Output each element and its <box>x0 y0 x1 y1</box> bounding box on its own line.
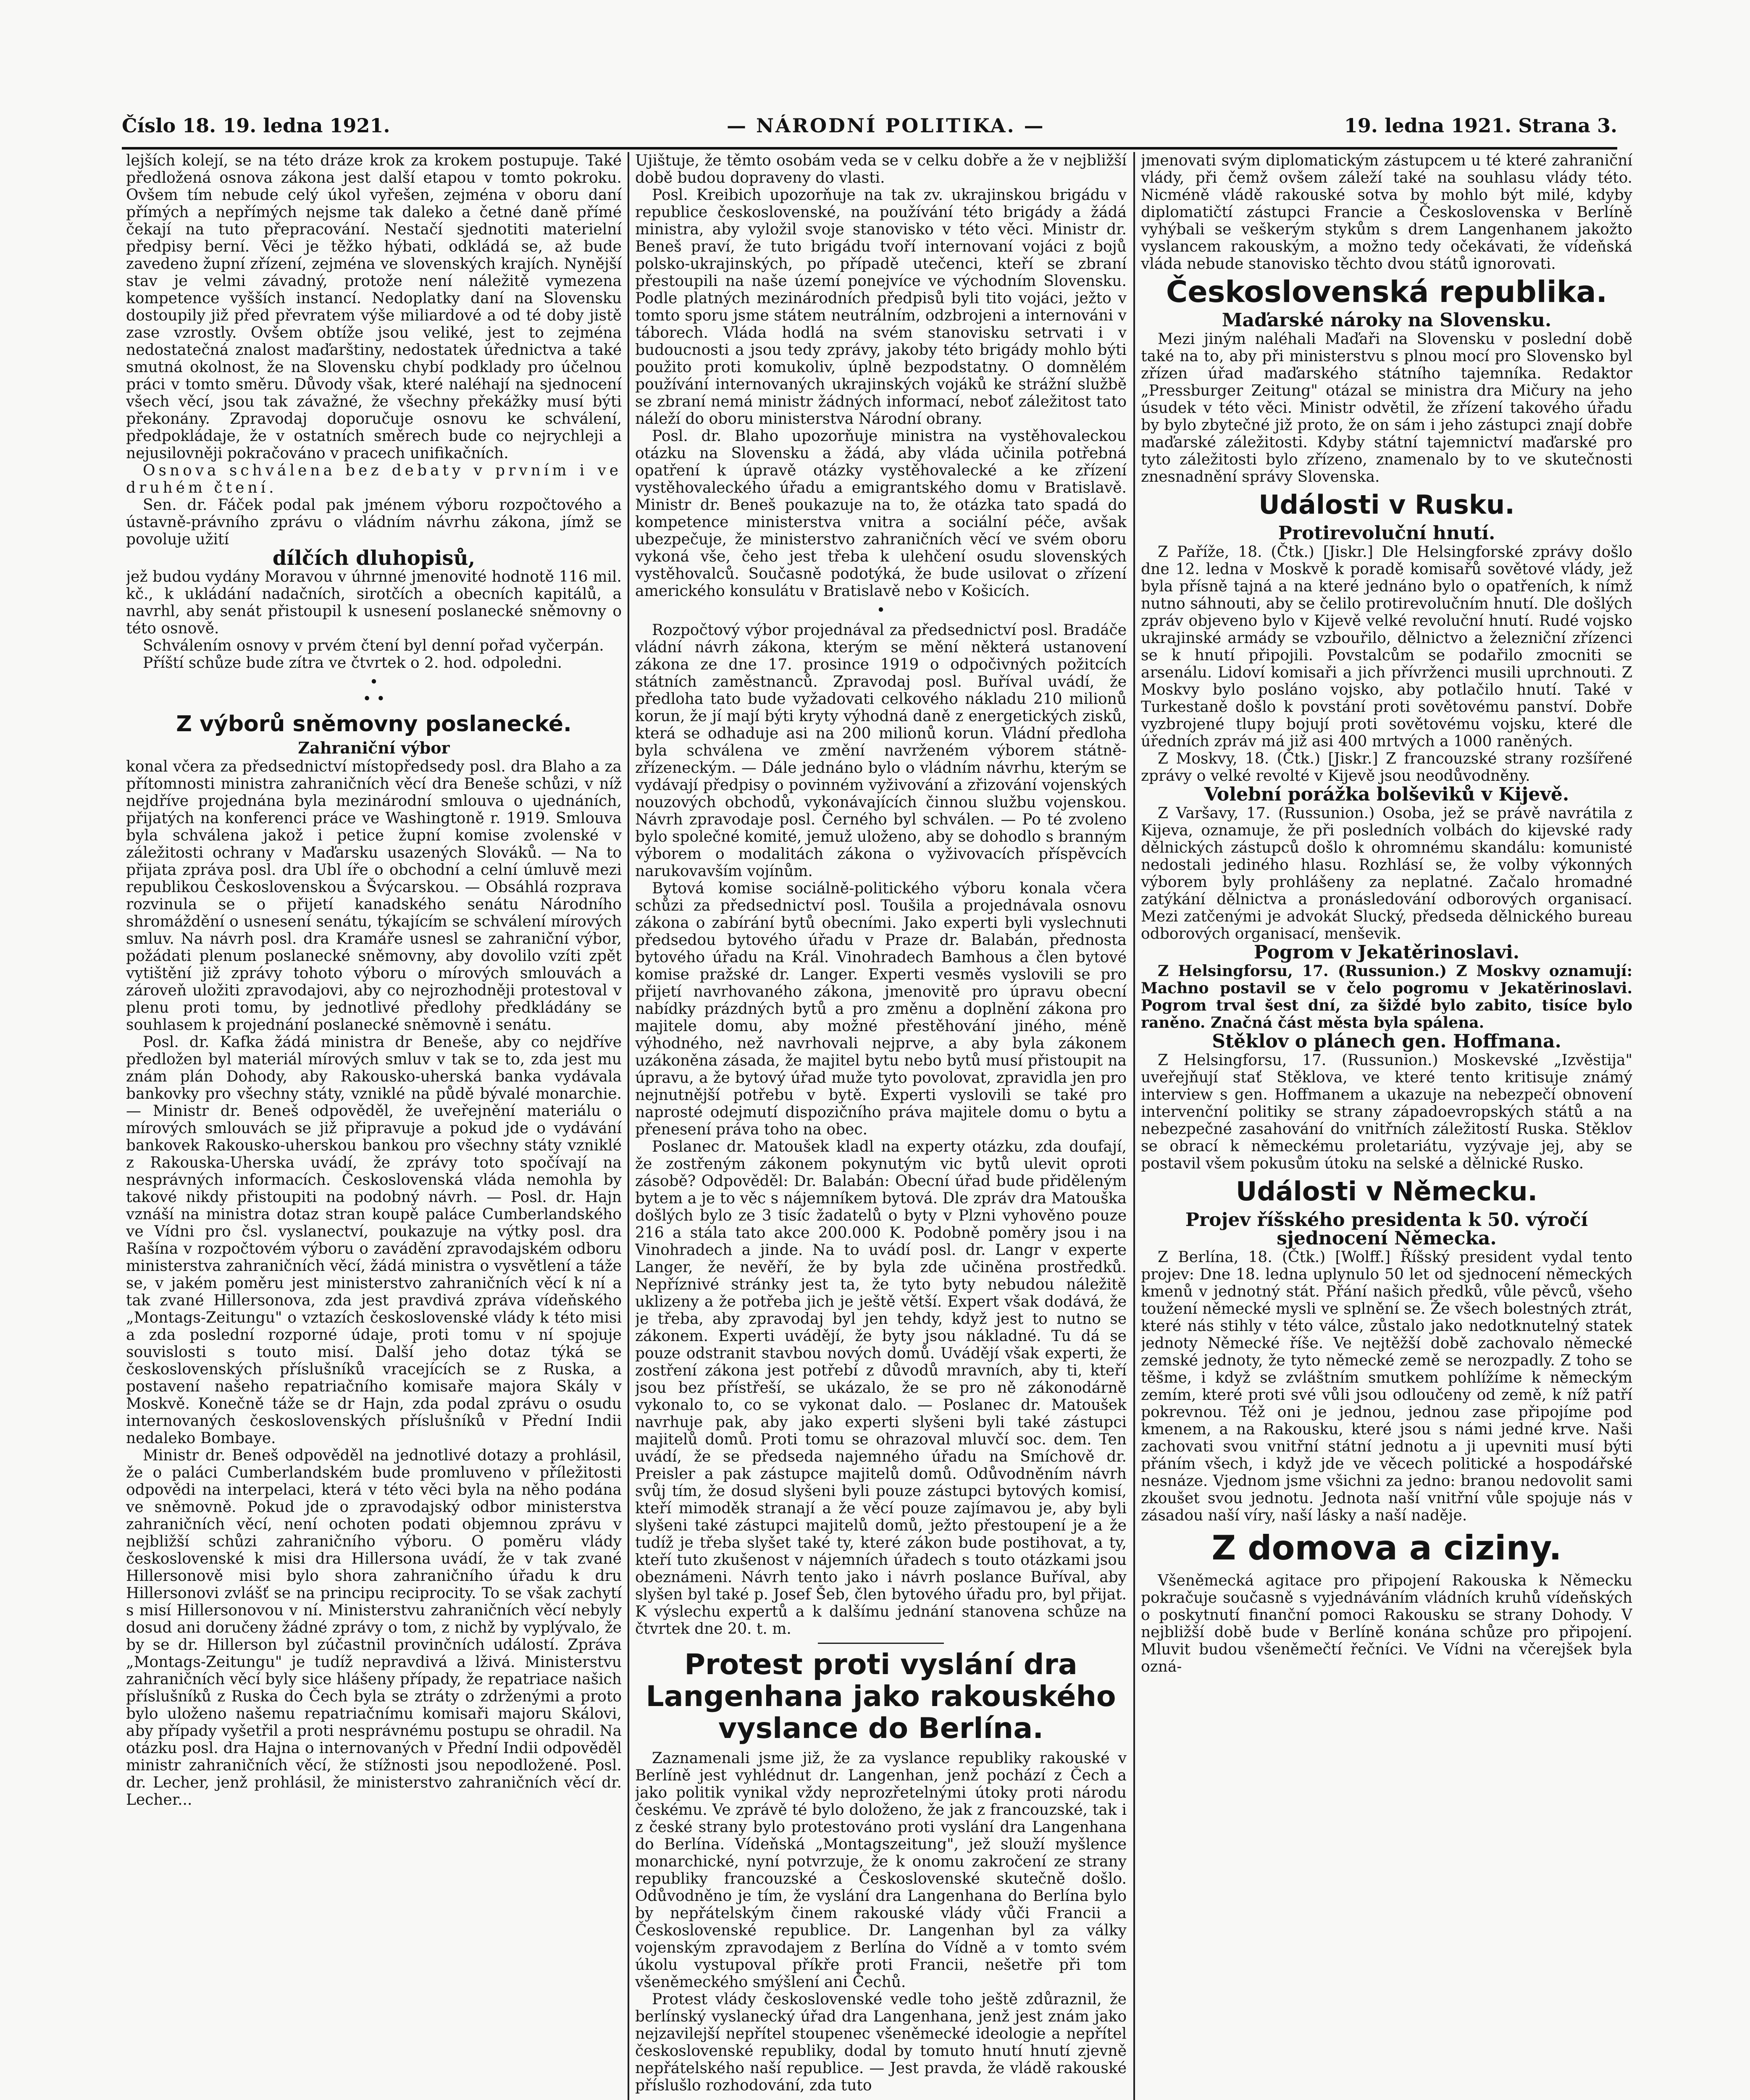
article-paragraph: jmenovati svým diplomatickým zástupcem u té které zahraniční vlády, při čemž ovšem záleží také na souhlasu vlády této. Nicméně vládě rakouské sotva by mohlo být milé, kdyby diplomatičtí zástupci Francie a Československa v Berlíně vyhýbali se veškerým stykům s drem Langenhanem jakožto vyslancem rakouským, a možno tedy očekávati, že vídeňská vláda nebude stanovisko těchto dvou států ignorovati. <box>1141 152 1632 273</box>
section-separator: • • • <box>363 674 385 708</box>
header-rule <box>122 147 1617 150</box>
masthead-title: — NÁRODNÍ POLITIKA. — <box>727 114 1045 137</box>
article-paragraph: konal včera za předsednictví místopředsedy posl. dra Blaho a za přítomnosti ministra zahraničních věcí dra Beneše schůzi, v níž nejdříve projednána byla mezinárodní smlouva o ujednáních, přijatých na konferenci práce ve Washingtoně r. 1919. Smlouva byla schválena jakož i petice župní komise zvolenské v záležitosti ochrany v Maďarsku usazených Slováků. — Na to přijata zpráva posl. dra Ubl íře o obchodní a celní úmluvě mezi republikou Československou a Švýcarskou. — Obsáhlá rozprava rozvinula se o přijetí kanadského senátu Národního shromáždění o usnesení senátu, týkajícím se schválení mírových smluv. Na návrh posl. dra Kramáře usnesl se zahraniční výbor, požádati plenum poslanecké sněmovny, aby dovolilo vzíti zpět vytištění již zprávy tohoto výboru o mírových smlouvách a zároveň uložiti zpravodajovi, aby co nejrozhodněji protestoval v plenu proti tomu, by jednotlivé předlohy předkládány se souhlasem k projednání poslanecké sněmovně i senátu. <box>126 758 622 1034</box>
article-paragraph: Mezi jiným naléhali Maďaři na Slovensku v poslední době také na to, aby při ministerstvu s plnou mocí pro Slovensko byl zřízen úřad maďarského státního tajemníka. Redaktor „Pressburger Zeitung" otázal se ministra dra Mičury na jeho úsudek v této věci. Ministr odvětil, že zřízení takového úřadu by bylo zbytečné již proto, že on sám i jeho zástupci znají dobře maďarské záležitosti. Kdyby státní tajemnictví maďarské pro tyto záležitosti bylo zřízeno, znamenalo by to ve skutečnosti znesnadnění správy Slovenska. <box>1141 331 1632 486</box>
column-1 <box>126 152 622 2100</box>
section-heading: Československá republika. <box>1166 275 1608 309</box>
article-paragraph: Ujištuje, že těmto osobám veda se v celku dobře a že v nejbližší době budou dopraveny do vlasti. <box>635 152 1127 186</box>
section-subheading: Pogrom v Jekatěrinoslavi. <box>1253 942 1520 963</box>
section-heading: Události v Německu. <box>1235 1176 1538 1207</box>
column-3 <box>1141 152 1632 2100</box>
article-paragraph: Příští schůze bude zítra ve čtvrtek o 2. hod. odpoledni. <box>143 654 562 672</box>
article-paragraph: Z Paříže, 18. (Čtk.) [Jiskr.] Dle Helsingforské zprávy došlo dne 12. ledna v Moskvě k poradě komisařů sovětové vlády, jež byla přísně tajná a na které jednáno bylo o opatřeních, k nímž nutno sáhnouti, aby se čelilo protirevolučním hnutí. Dle došlých zpráv objeveno bylo v Kijevě velké revoluční hnutí. Rudé vojsko ukrajinské armády se vzbouřilo, dělnictvo a železniční zřízenci se k hnutí připojili. Povstalcům se podařilo zmocniti se arsenálu. Lidoví komisaři a jich přívrženci musili uprchnouti. Z Moskvy bylo posláno vojsko, aby potlačilo hnutí. Také v Turkestaně došlo k povstání proti sovětovému panství. Dobře vyzbrojené tlupy bojují proti sovětovému vojsku, které dle úředních zpráv má již asi 400 mrtvých a 1000 raněných. <box>1141 543 1632 750</box>
section-subheading: Maďarské nároky na Slovensku. <box>1222 310 1552 331</box>
page-number: 19. ledna 1921. Strana 3. <box>1344 114 1617 137</box>
issue-date: Číslo 18. 19. ledna 1921. <box>122 114 390 137</box>
section-subheading: Stěklov o plánech gen. Hoffmana. <box>1212 1031 1561 1052</box>
article-paragraph: lejších kolejí, se na této dráze krok za krokem postupuje. Také předložená osnova zákona jest další etapou v tomto pokroku. Ovšem tím nebude celý úkol vyřešen, zejména v oboru daní přímých a nepřímých nejsme tak daleko a četné daně přímé čekají na tuto přepracování. Nestačí sjednotiti materielní předpisy berní. Věci je těžko hýbati, odkládá se, až bude zavedeno župní zřízení, zejména ve slovenských krajích. Nynější stav je velmi závadný, protože není náležitě vymezena kompetence vyšších instancí. Nedoplatky daní na Slovensku dostoupily již před převratem výše miliardové a od té doby jistě zase vzrostly. Ovšem obtíže jsou veliké, jest to zejména nedostatečná znalost maďarštiny, nedostatek úřednictva a také smutná okolnost, že na Slovensku chybí podklady pro účelnou práci v tomto směru. Důvody však, které naléhají na sjednocení všech věcí, jsou tak závažné, že všechny překážky musí býti překonány. Zpravodaj doporučuje osnovu ke schválení, předpokládaje, že v ostatních směrech bude co nejrychleji a nejusilovněji pokračováno v pracech unifikačních. <box>126 152 622 462</box>
section-subheading: Volební porážka bolševiků v Kijevě. <box>1204 784 1569 805</box>
article-headline: Protest proti vyslání dra Langenhana jako rakouského vyslance do Berlína. <box>646 1648 1116 1745</box>
article-paragraph: Posl. dr. Kafka žádá ministra dr Beneše, aby co nejdříve předložen byl materiál mírových smluv v tak se to, zda jest mu znám plán Dohody, aby Rakousko-uherská banka vydávala bankovky pro všechny státy, vzniklé na půdě bývalé monarchie. — Ministr dr. Beneš odpověděl, že uveřejnění materiálu o mírových smlouvách se již připravuje a pokud jde o vydávání bankovek Rakousko-uherskou bankou pro všechny státy vzniklé z Rakouska-Uherska uvádí, že zprávy toto spočívají na nesprávných informacích. Československá vláda nemohla by takové nikdy přistoupiti na podobný návrh. — Posl. dr. Hajn vznáší na ministra dotaz stran koupě paláce Cumberlandského ve Vídni pro čsl. vyslanectví, poukazuje na výtky posl. dra Rašína v rozpočtovém výboru o zavádění zpravodajském odboru ministerstva zahraničních věcí, žádá ministra o vysvětlení a táže se, v jakém poměru jest ministerstvo zahraničních věcí k ní a tak zvané Hillersonova, zda jest pravdivá zpráva vídeňského „Montags-Zeitungu" o vztazích československé vlády k této misi a zda poslední rozporné údaje, proti tomu v ní spojuje souvislosti s touto misí. Další jeho dotaz týká se československých příslušníků vracejících se z Ruska, a postavení našeho repatriačního komisaře majora Skály v Moskvě. Konečně táže se dr Hajn, zda podal zprávu o osudu internovaných československých příslušníků v Přední Indii nedaleko Bombaye. <box>126 1034 622 1447</box>
section-heading: Z domova a ciziny. <box>1211 1528 1562 1567</box>
article-paragraph: Schválením osnovy v prvém čtení byl denní pořad vyčerpán. <box>143 637 604 654</box>
article-paragraph: Protest vlády československé vedle toho ještě zdůraznil, že berlínský vyslanecký úřad dra Langenhana, jenž jest znám jako nejzavilejší nepřítel stoupenec všeněmecké ideologie a nepřítel československé republiky, dodal by tomuto hnutí hnutí zjevně nepřátelského naší republice. — Jest pravda, že vládě rakouské příslušlo rozhodování, zda tuto <box>635 1991 1127 2094</box>
article-paragraph: Zaznamenali jsme již, že za vyslance republiky rakouské v Berlíně jest vyhlédnut dr. Langenhan, jenž pochází z Čech a jako politik vynikal vždy neprozřetelnými útoky proti národu českému. Ve zprávě té bylo doloženo, že jak z francouzské, tak i z české strany bylo protestováno proti vyslání dra Langenhana do Berlína. Vídeňská „Montagszeitung", jež slouží myšlence monarchické, nyní potvrzuje, že k onomu zakročení ze strany republiky francouzské a Československé skutečně došlo. Odůvodněno je tím, že vyslání dra Langenhana do Berlína bylo by nepřátelským činem rakouské vlády vůči Francii a Československé republice. Dr. Langenhan byl za války vojenským zpravodajem z Berlína do Vídně a v tomto svém úkolu vystupoval příkře proti Francii, nešetře při tom všeněmeckého smýšlení ani Čechů. <box>635 1750 1127 1991</box>
column-2 <box>635 152 1127 2100</box>
section-separator: • <box>876 602 886 619</box>
article-paragraph: Posl. Kreibich upozorňuje na tak zv. ukrajinskou brigádu v republice československé, na používání této brigády a žádá ministra, aby vyložil svoje stanovisko v této věci. Ministr dr. Beneš praví, že tuto brigádu tvoří internovaní vojáci z bojů polsko-ukrajinských, po případě utečenci, kteří se zbraní přestoupili na naše území ponejvíce ve východním Slovensku. Podle platných mezinárodních předpisů byli tito vojáci, ježto v tomto sporu jsme státem neutrálním, odzbrojeni a internováni v táborech. Vláda hodlá na svém stanovisku setrvati i v budoucnosti a jsou tedy zprávy, jakoby této brigády mohlo býti použito proti komukoliv, úplně bezpodstatny. O domnělém používání internovaných ukrajinských vojáků ke strážní službě se zbraní nemá ministr žádných informací, neboť záležitost tato náleží do oboru ministerstva Národní obrany. <box>635 186 1127 428</box>
article-paragraph: Všeněmecká agitace pro připojení Rakouska k Německu pokračuje současně s vyjednáváním vládních kruhů vídeňských o poskytnutí finanční pomoci Rakousku se strany Dohody. V nejbližší době bude v Berlíně konána schůze pro připojení. Mluvit budou všeněmečtí řečníci. Ve Vídni na včerejšek byla ozná- <box>1141 1572 1632 1675</box>
article-paragraph: Bytová komise sociálně-politického výboru konala včera schůzi za předsednictví posl. Toušila a projednávala osnovu zákona o zabírání bytů obecními. Jako experti byli vyslechnuti předsedou bytového úřadu v Praze dr. Balabán, přednosta bytového úřadu na Král. Vinohradech Bamhous a člen bytové komise pražské dr. Langer. Experti vesměs vyslovili se pro přijetí navrhovaného zákona, jmenovitě pro úpravu obecní nabídky prázdných bytů a pro změnu a doplnění zákona pro majitele domu, aby možné přestěhování jiného, méně výhodného, než navrhovali nejprve, a aby byla zákonem uzákoněna zásada, že majitel bytu nebo bytů musí přistoupit na úpravu, a že bytový úřad muže tyto povolovat, zpravidla jen pro nejnutnější potřebu v bytě. Experti vyslovili se také pro naprosté odejmutí dispozičního práva majitele domu o bytu a přenesení práva toho na obec. <box>635 880 1127 1138</box>
article-paragraph: Z Helsingforsu, 17. (Russunion.) Moskevské „Izvěstija" uveřejňují stať Stěklova, ve které tento kritisuje známý interview s gen. Hoffmanem a ukazuje na nebezpečí obnovení intervenční politiky se strany západoevropských států a na nebezpečné zasahování do vnitřních záležitostí Ruska. Stěklov se obrací k německému proletariátu, vyzývaje jej, aby se postavil všem pokusům útoku na selské a dělnické Rusko. <box>1141 1052 1632 1172</box>
article-paragraph: Sen. dr. Fáček podal pak jménem výboru rozpočtového a ústavně-právního zprávu o vládním návrhu zákona, jímž se povoluje užití <box>126 496 622 548</box>
page-header <box>122 114 1617 144</box>
column-divider <box>628 152 629 2100</box>
column-divider <box>1133 152 1135 2100</box>
article-paragraph: Z Varšavy, 17. (Russunion.) Osoba, jež se právě navrátila z Kijeva, oznamuje, že při posledních volbách do kijevské rady dělnických zástupců došlo k ohromnému skandálu: komunisté nedostali jediného hlasu. Rozhlásí se, že volby výkonných výborem byly prohlášeny za neplatné. Začalo hromadné zatýkání dělnictva a pronásledování odborových organisací. Mezi zatčenými je advokát Slucký, předseda dělnického bureau odborových organisací, menševik. <box>1141 805 1632 942</box>
section-subheading: Zahraniční výbor <box>298 738 450 757</box>
inline-subheading: dílčích dluhopisů, <box>272 546 476 570</box>
article-paragraph: jež budou vydány Moravou v úhrnné jmenovité hodnotě 116 mil. kč., k ukládání nadačních, sirotčích a obecních kapitálů, a navrhl, aby senát přistoupil k usnesení poslanecké sněmovny o této osnově. <box>126 568 622 637</box>
section-heading: Z výborů sněmovny poslanecké. <box>176 711 572 737</box>
article-paragraph: Ministr dr. Beneš odpověděl na jednotlivé dotazy a prohlásil, že o paláci Cumberlandském bude promluveno v příležitosti odpovědi na interpelaci, která v této věci byla na něho podána ve sněmovně. Pokud jde o zpravodajský odbor ministerstva zahraničních věcí, není ochoten podati objemnou zprávu v nejbližší schůzi zahraničního výboru. O poměru vlády československé k misi dra Hillersona uvádí, že v tak zvané Hillersonově misi bylo shora zahraničního úřadu k dru Hillersonovi zvlášť se na principu reciprocity. To se však zachytí s misí Hillersonovou v ní. Ministerstvu zahraničních věcí nebyly dosud ani doručeny žádné zprávy o tom, z nichž by vyplývalo, že by se dr. Hillerson byl zúčastnil provinčních událostí. Zpráva „Montags-Zeitungu" je tudíž nepravdivá a lživá. Ministerstvu zahraničních věcí byly sice hlášeny případy, že repatriace našich příslušníků z Ruska do Čech byla se ztráty o zdrženými a proto bylo uloženo našemu repatriačnímu komisaři majoru Skálovi, aby případy vyšetřil a proti nesprávnému postupu se ohradil. Na otázku posl. dra Hajna o internovaných v Přední Indii odpověděl ministr zahraničních věcí, že stížnosti jsou nepodložené. Posl. dr. Lecher, jenž prohlásil, že ministerstvo zahraničních věcí dr. Lecher... <box>126 1447 622 1809</box>
section-subheading: Protirevoluční hnutí. <box>1278 522 1495 544</box>
article-paragraph: Z Moskvy, 18. (Čtk.) [Jiskr.] Z francouzské strany rozšířené zprávy o velké revolté v Kijevě jsou neodůvodněny. <box>1141 750 1632 785</box>
article-divider <box>818 1643 944 1644</box>
section-heading: Události v Rusku. <box>1259 489 1515 520</box>
section-subheading: Projev říšského presidenta k 50. výročí sjednocení Německa. <box>1185 1209 1588 1249</box>
article-paragraph: Poslanec dr. Matoušek kladl na experty otázku, zda doufají, že zostřeným zákonem pokynutým vic bytů ulevit oproti zásobě? Odpověděl: Dr. Balabán: Obecní úřad bude přiděleným bytem a je to věc s nájemníkem bytová. Dle zpráv dra Matouška došlých bylo ze 3 tisíc žadatelů o byty v Plzni vyhověno pouze 216 a stála tato akce 200.000 K. Podobně poměry jsou i na Vinohradech a jinde. Na to uvádí posl. dr. Langr v experte Langer, že nevěří, že by byla zde učiněna prostředků. Nepříznivé stránky jest ta, že tyto byty nebudou náležitě uklizeny a že potřeba jich je ještě větší. Expert však dodává, že je třeba, aby zpravodaj byl jen tehdy, když jest to nutno se zákonem. Experti uvádějí, že byty jsou nákladné. Tu dá se pouze odstranit stavbou nových domů. Uvádějí však experti, že zostření zákona jest potřebí z důvodů mravních, aby ti, kteří jsou bez přístřeší, se ukázalo, že se pro ně zákonodárně vykonalo to, co se vykonat dalo. — Poslanec dr. Matoušek navrhuje pak, aby jako experti slyšeni byli také zástupci majitelů domů. Proti tomu se ohrazoval mluvčí soc. dem. Ten uvádí, že se předseda najemného úřadu na Smíchově dr. Preisler a pak zástupce majitelů domů. Odůvodněním návrh svůj tím, že dosud slyšeni byli pouze zástupci bytových komisí, kteří mimoděk stranají a že věcí pouze zajímavou je, aby byli slyšeni také zástupci majitelů domů, ježto přestoupení je a že tudíž je třeba slyšet také ty, které zákon bude postihovat, a ty, kteří tuto zkušenost v nájemních úřadech s touto otázkami jsou obeznámeni. Návrh tento jako i návrh poslance Buříval, aby slyšen byl také p. Josef Šeb, člen bytového úřadu pro, byl přijat. K výslechu expertů a k dalšímu jednání stanovena schůze na čtvrtek dne 20. t. m. <box>635 1138 1127 1638</box>
article-paragraph: Rozpočtový výbor projednával za předsednictví posl. Bradáče vládní návrh zákona, kterým se mění některá ustanovení zákona ze dne 17. prosince 1919 o odpočivných požitcích státních zaměstnanců. Zpravodaj posl. Buříval uvádí, že předloha tato bude vyžadovati celkového nákladu 210 milionů korun, že jí mají býti kryty výhodná daně z energetických zisků, která se odhaduje asi na 200 milionů korun. Vládní předloha byla schválena ve změní navrženém výborem státně-zřízeneckým. — Dále jednáno bylo o vládním návrhu, kterým se vydávají předpisy o povinném vyživování a zřizování vojenských nouzových obchodů, vykonávajících činnou službu vojenskou. Návrh zpravodaje posl. Černého byl schválen. — Po té zvoleno bylo společné komité, jemuž uloženo, aby se dohodlo s branným výborem o modalitách zákona o vyživovacích příspěvcích narukovavším vojínům. <box>635 622 1127 880</box>
article-paragraph: Posl. dr. Blaho upozorňuje ministra na vystěhovaleckou otázku na Slovensku a žádá, aby vláda učinila potřebná opatření k úpravě otázky vystěhovalecké a ke zřízení vystěhovaleckého úřadu a emigrantského domu v Bratislavě. Ministr dr. Beneš poukazuje na to, že otázka tato spadá do kompetence ministerstva vnitra a sociální péče, avšak ubezpečuje, že ministerstvo zahraničních věcí ve svém oboru vykoná vše, čeho jest třeba k ulehčení osudu slovenských vystěhovalců. Současně podotýká, že bude usilovat o zřízení amerického konsulátu v Bratislavě nebo v Košicích. <box>635 428 1127 600</box>
article-paragraph: Z Helsingforsu, 17. (Russunion.) Z Moskvy oznamují: Machno postavil se v čelo pogromu v Jekatěrinoslavi. Pogrom trval šest dní, za šiždé bylo zabito, tisíce bylo raněno. Značná část města byla spálena. <box>1141 962 1632 1032</box>
article-paragraph: Z Berlína, 18. (Čtk.) [Wolff.] Říšský president vydal tento projev: Dne 18. ledna uplynulo 50 let od sjednocení německých kmenů v jednotný stát. Přání našich předků, vůle pěvců, všeho toužení německé mysli ve splnění se. Že všech bolestných ztrát, které nás stihly v této válce, zůstalo jako nedotknutelný statek jednoty Německé říše. Ve nejtěžší době zachovalo německé zemské jednoty, že tyto německé země se nerozpadly. Z toho se těšme, i když se zvláštním smutkem pohlížíme k německým zemím, které proti své vůli jsou odloučeny od země, k níž patří pokrevnou. Též oni je jednou, jednou zase připojíme pod kmenem, a na Rakousku, které jsou s námi jedné krve. Naši zachovati svou vnitřní státní jednotu a ji upevniti musí býti přáním všech, i když jde ve věcech politické a hospodářské nesnáze. Vjednom jsme všichni za jedno: branou nedovolit sami zkoušet svou jednotu. Jednota naší vnitřní vůle spojuje nás v zásadou naší víry, naší lásky a naší naděje. <box>1141 1249 1632 1524</box>
article-paragraph: Osnova schválena bez debaty v prvním i ve druhém čtení. <box>126 462 622 496</box>
